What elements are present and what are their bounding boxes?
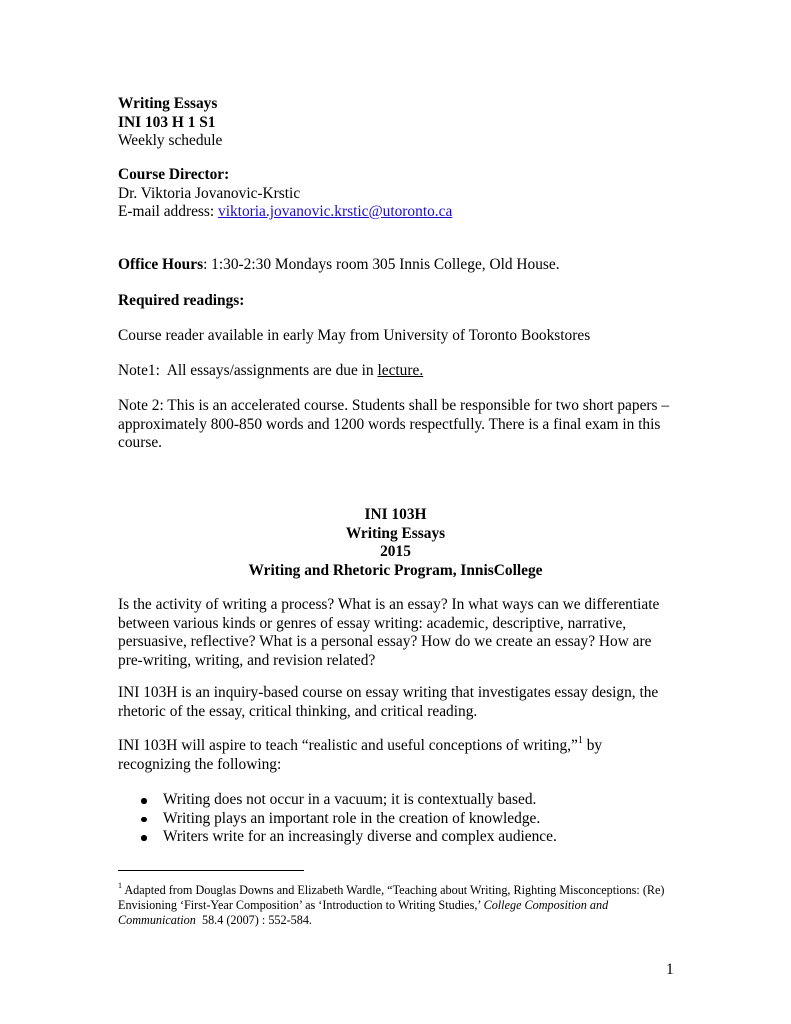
footnote-text: Adapted from Douglas Downs and Elizabeth Wardle, “Teaching about Writing, Righting Misconceptions: (Re) Envisioning ‘First-Year Composition’ as ‘Introduction to Writing Studies,’ [118,883,665,913]
section-heading-code: INI 103H [364,506,427,523]
footnote-divider [118,870,304,871]
office-hours-text: : 1:30-2:30 Mondays room 305 Innis College, Old House. [203,256,560,273]
section-heading-year: 2015 [380,543,411,560]
list-item-text: Writers write for an increasingly diverse and complex audience. [163,828,557,846]
course-code: INI 103 H 1 S1 [118,113,216,131]
director-label: Course Director: [118,166,230,183]
readings-label: Required readings: [118,292,245,309]
footnote [118,880,683,929]
email-link[interactable]: viktoria.jovanovic.krstic@utoronto.ca [218,203,453,220]
readings-text: Course reader available in early May from University of Toronto Bookstores [118,327,591,344]
schedule-subtitle: Weekly schedule [118,132,223,149]
footnote-marker: 1 [118,880,122,890]
note-1 [118,362,678,381]
bullet-list [118,791,678,847]
page-number: 1 [666,961,674,978]
list-item-text: Writing plays an important role in the creation of knowledge. [163,809,541,827]
director-name: Dr. Viktoria Jovanovic-Krstic [118,184,301,202]
course-title: Writing Essays [118,95,218,112]
section-heading-program: Writing and Rhetoric Program, InnisCollege [248,561,543,579]
paragraph-3 [118,734,678,774]
paragraph-1: Is the activity of writing a process? What is an essay? In what ways can we differentiate between various kinds or genres of essay writing: academic, descriptive, narrative, persuasive, reflective? What is a personal essay? How do we create an essay? How are pre-writing, writing, and revision related? [118,596,660,669]
note-2: Note 2: This is an accelerated course. Students shall be responsible for two short papers – approximately 800-850 words and 1200 words respectfully. There is a final exam in this course. [118,397,670,451]
email-label: E-mail address: [118,203,219,220]
list-item-text: Writing does not occur in a vacuum; it is contextually based. [163,791,537,808]
office-hours-label: Office Hours [118,256,204,273]
list-item [118,791,678,810]
footnote-reference[interactable]: 1 [577,734,583,746]
footnote-journal: College Composition and Communication [118,898,609,928]
office-hours [118,256,678,275]
note-1-text: Note1: All essays/assignments are due in [118,362,378,379]
note-1-emphasis: lecture. [377,362,424,379]
list-item [118,810,678,829]
paragraph-3-end: by recognizing the following: [118,737,603,773]
bullet-icon [141,798,147,804]
footnote-citation: 58.4 (2007) : 552-584. [195,913,312,928]
bullet-icon [141,817,147,823]
paragraph-3-start: INI 103H will aspire to teach “realistic and useful conceptions of writing,” [118,737,578,754]
paragraph-2: INI 103H is an inquiry-based course on essay writing that investigates essay design, the rhetoric of the essay, critical thinking, and critical reading. [118,684,659,720]
list-item [118,828,678,847]
section-heading-title: Writing Essays [345,524,446,542]
bullet-icon [141,835,147,841]
email-line [118,203,678,222]
